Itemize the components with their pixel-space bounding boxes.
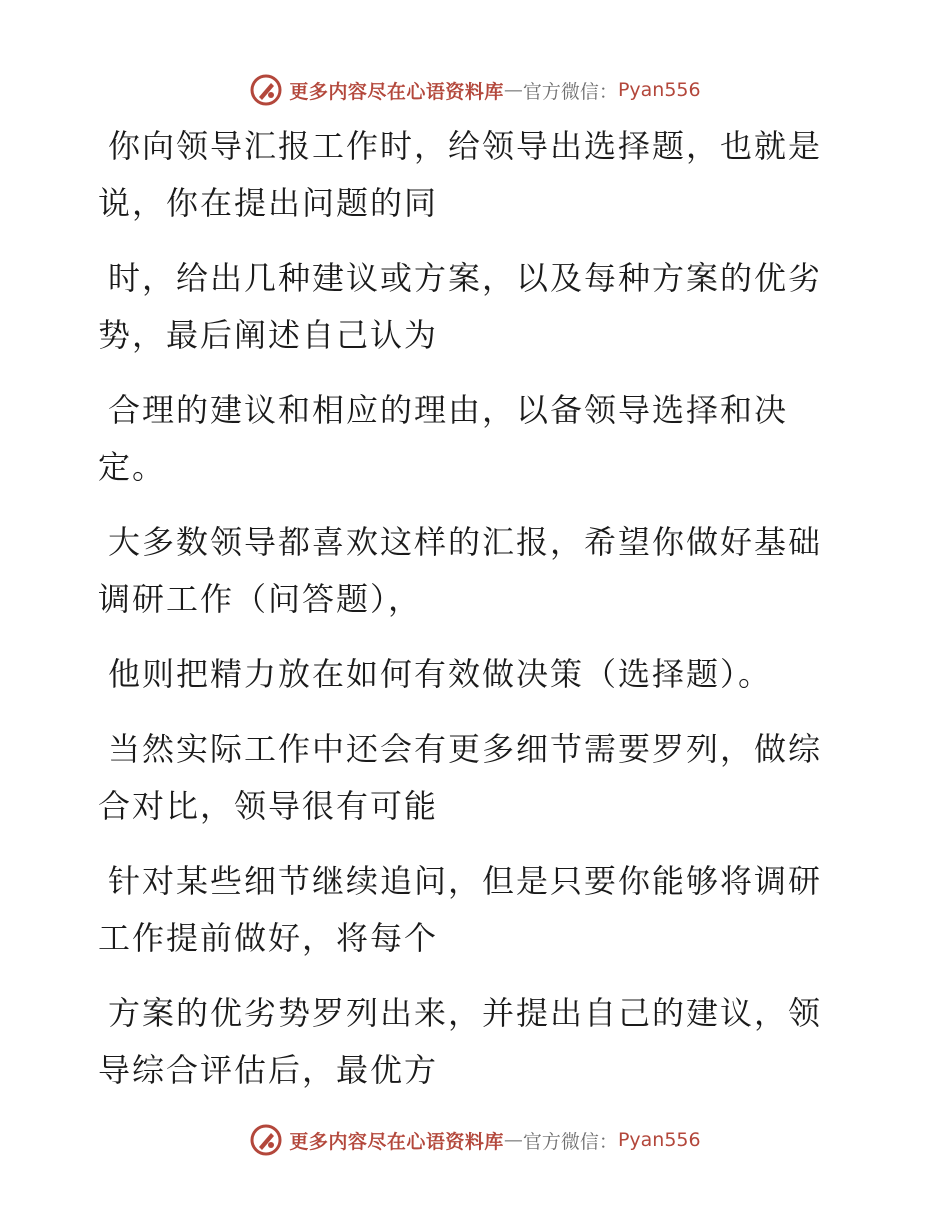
banner-official-label: 官方微信： [522,1130,618,1153]
paragraph: 合理的建议和相应的理由，以备领导选择和决定。 [98,391,789,486]
paragraph: 时，给出几种建议或方案，以及每种方案的优劣势，最后阐述自己认为 [98,259,823,354]
banner-brand: 更多内容尽在心语资料库 [289,1130,504,1153]
banner-wechat-id: Pyan556 [617,79,701,101]
banner-brand: 更多内容尽在心语资料库 [289,80,504,103]
logo-icon [249,73,283,107]
footer-banner [0,1120,950,1160]
paragraph: 你向领导汇报工作时，给领导出选择题，也就是说，你在提出问题的同 [98,127,823,222]
paragraph: 方案的优劣势罗列出来，并提出自己的建议，领导综合评估后，最优方 [98,994,823,1089]
paragraph: 针对某些细节继续追问，但是只要你能够将调研工作提前做好，将每个 [98,862,823,957]
paragraph: 他则把精力放在如何有效做决策（选择题）。 [108,655,773,693]
banner-dash: — [503,1129,523,1151]
banner-official-label: 官方微信： [522,80,618,103]
header-banner [0,70,950,110]
banner-wechat-id: Pyan556 [617,1129,701,1151]
paragraph: 大多数领导都喜欢这样的汇报，希望你做好基础调研工作（问答题）， [98,523,823,618]
banner-dash: — [503,79,523,101]
paragraph: 当然实际工作中还会有更多细节需要罗列，做综合对比，领导很有可能 [98,730,823,825]
logo-icon [249,1123,283,1157]
document-body [98,118,834,1117]
